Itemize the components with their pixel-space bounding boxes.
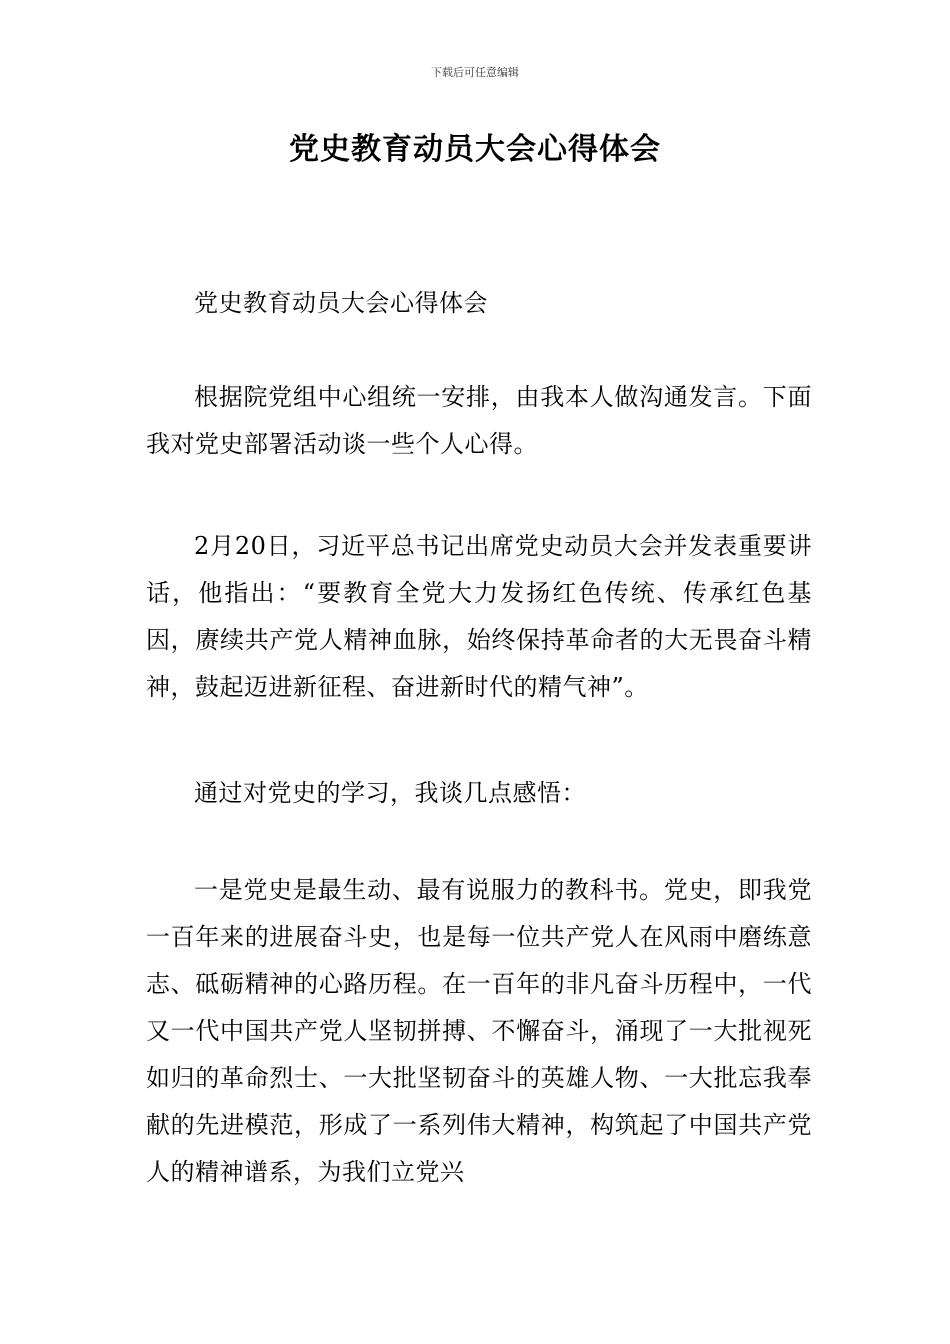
paragraph-point-one: 一是党史是最生动、最有说服力的教科书。党史，即我党一百年来的进展奋斗史，也是每一位共产党人在风雨中磨练意志、砥砺精神的心路历程。在一百年的非凡奋斗历程中，一代又一代中国共产党人坚韧拼搏、不懈奋斗，涌现了一大批视死如归的革命烈士、一大批坚韧奋斗的英雄人物、一大批忘我奉献的先进模范，形成了一系列伟大精神，构筑起了中国共产党人的精神谱系，为我们立党兴	[146, 876, 812, 1186]
header-note: 下载后可任意编辑	[431, 66, 519, 79]
document-title: 党史教育动员大会心得体会	[289, 132, 661, 167]
paragraph-quote: 2月20日，习近平总书记出席党史动员大会并发表重要讲话，他指出：“要教育全党大力发扬红色传统、传承红色基因，赓续共产党人精神血脉，始终保持革命者的大无畏奋斗精神，鼓起迈进新征程、奋进新时代的精气神”。	[146, 532, 812, 701]
paragraph-intro: 根据院党组中心组统一安排，由我本人做沟通发言。下面我对党史部署活动谈一些个人心得。	[146, 383, 812, 458]
paragraph-lead-in: 通过对党史的学习，我谈几点感悟：	[194, 779, 586, 807]
paragraph-subtitle: 党史教育动员大会心得体会	[194, 289, 488, 317]
